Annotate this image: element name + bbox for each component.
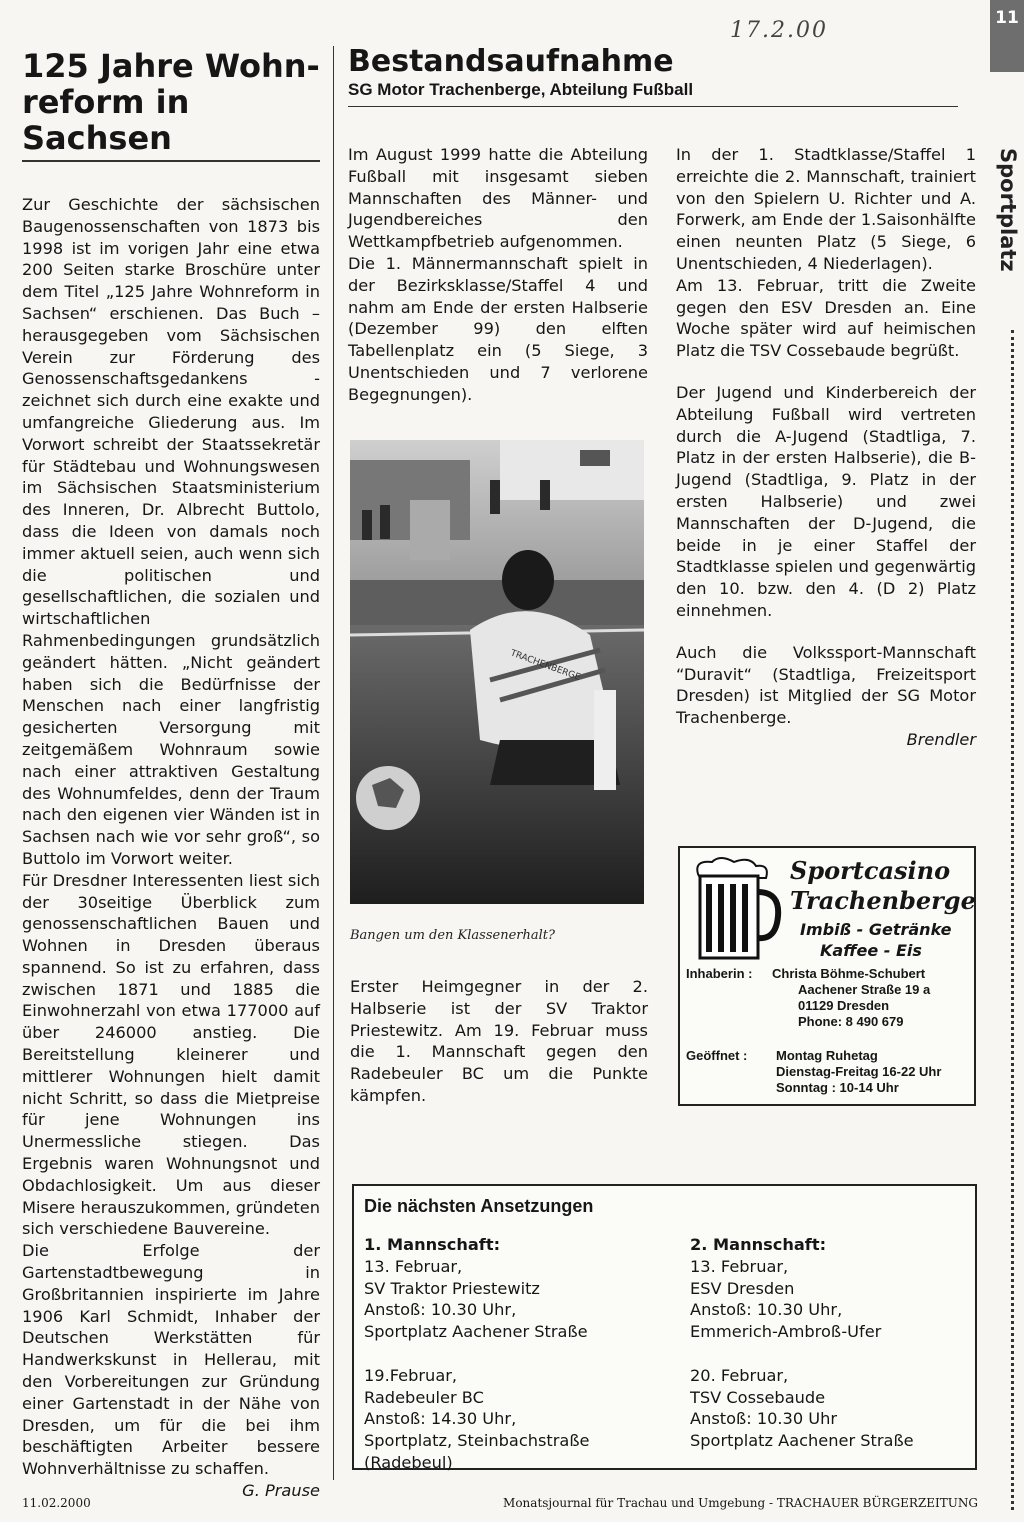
team2-match2-kickoff: Anstoß: 10.30 Uhr xyxy=(690,1409,838,1429)
team1-match1-venue: Sportplatz Aachener Straße xyxy=(364,1322,588,1342)
column-divider xyxy=(333,46,334,1480)
left-article-author: G. Prause xyxy=(242,1481,320,1501)
schedule-title: Die nächsten Ansetzungen xyxy=(364,1196,594,1216)
match-schedule-box xyxy=(352,1184,977,1470)
main-article-subtitle: SG Motor Trachenberge, Abteilung Fußball xyxy=(348,80,958,107)
team2-match1-kickoff: Anstoß: 10.30 Uhr, xyxy=(690,1300,843,1320)
ad-hours2: Dienstag-Freitag 16-22 Uhr xyxy=(776,1064,942,1079)
schedule-team1 xyxy=(364,1234,664,1474)
team1-heading: 1. Mannschaft: xyxy=(364,1235,501,1254)
ad-owner-label: Inhaberin : xyxy=(686,966,753,981)
left-paragraph: Für Dresdner Interessenten liest sich der 30seitige Überblick zum genossenschaftlichen Bauen und Wohnen in Dresden überaus spannend. So ist zu erfahren, dass zwischen 1871 und 1885 die Einwohnerzahl von etwa 177000 auf über 246000 anstieg. Die Bereitstellung kleinerer und mittlerer Wohnungen hielt damit nicht Schritt, so dass die Mietpreise für jene Wohnungen ins Unermessliche stiegen. Das Ergebnis waren Wohnungsnot und Obdachlosigkeit. Um aus dieser Misere herauszukommen, gründeten sich verschiedene Bauvereine. xyxy=(22,870,320,1239)
ad-phone: Phone: 8 490 679 xyxy=(798,1014,904,1029)
ad-owner-name: Christa Böhme-Schubert xyxy=(772,966,926,981)
handwritten-date: 17.2.00 xyxy=(730,18,828,43)
main-article-col2-continued: Erster Heimgegner in der 2. Halbserie ist der SV Traktor Priestewitz. Am 19. Februar muss die 1. Mannschaft gegen den Radebeuler BC um die Punkte kämpfen. xyxy=(350,977,648,1105)
ad-hours3: Sonntag : 10-14 Uhr xyxy=(776,1080,899,1095)
team2-match1-opponent: ESV Dresden xyxy=(690,1278,795,1298)
left-paragraph: Zur Geschichte der sächsischen Baugenossenschaften von 1873 bis 1998 ist im vorigen Jahr eine etwa 200 Seiten starke Broschüre unter dem Titel „125 Jahre Wohnreform in Sachsen“ erschienen. Das Buch – herausgegeben vom Sächsischen Verein zur Förderung des Genossenschaftsgedankens - zeichnet sich durch eine exakte und umfangreiche Gliederung aus. Im Vorwort schreibt der Staatssekretär für Städtebau und Wohnungswesen im Sächsischen Staatsministerium des Inneren, Dr. Albrecht Buttolo, dass die Ideen von damals noch immer aktuell seien, auch wenn sich die politischen und gesellschaftlichen, die sozialen und wirtschaftlichen Rahmenbedingungen grundsätzlich geändert hätten. „Nicht geändert haben sich die Bedürfnisse der Menschen nach einer langfristig gesicherten Versorgung mit zeitgemäßem Wohnraum sowie nach einer attraktiven Gestaltung des Wohnumfeldes, denn der Traum nach den eigenen vier Wänden ist in Sachsen nach wie vor sehr groß“, so Buttolo im Vorwort weiter. xyxy=(22,195,320,868)
footer-date: 11.02.2000 xyxy=(22,1496,91,1510)
col3-paragraph: Auch die Volkssport-Mannschaft “Duravit“ (Stadtliga, Freizeitsport Dresden) ist Mitglied der SG Motor Trachenberge. xyxy=(676,642,976,728)
col3-paragraph: In der 1. Stadtklasse/Staffel 1 erreichte die 2. Mannschaft, trainiert von den Spielern U. Richter und A. Forwerk, am Ende der 1.Saisonhälfte einen neunten Platz (5 Siege, 6 Unentschieden, 4 Niederlagen). xyxy=(676,145,976,273)
team2-match1-venue: Emmerich-Ambroß-Ufer xyxy=(690,1322,882,1342)
team1-match1-kickoff: Anstoß: 10.30 Uhr, xyxy=(364,1300,517,1320)
left-article-title: 125 Jahre Wohn- reform in Sachsen xyxy=(22,48,320,162)
team2-match2-opponent: TSV Cossebaude xyxy=(690,1387,826,1407)
section-label: Sportplatz xyxy=(996,148,1020,272)
ad-hours1: Montag Ruhetag xyxy=(776,1048,878,1063)
col2-paragraph: Im August 1999 hatte die Abteilung Fußball mit insgesamt sieben Mannschaften des Männer- und Jugendbereiches den Wettkampfbetrieb aufgenommen. xyxy=(348,145,648,252)
ad-name-line1: Sportcasino xyxy=(790,856,951,885)
sportcasino-advertisement xyxy=(678,846,976,1106)
team2-match1-date: 13. Februar, xyxy=(690,1256,789,1276)
team1-match2-kickoff: Anstoß: 14.30 Uhr, xyxy=(364,1409,517,1429)
team2-heading: 2. Mannschaft: xyxy=(690,1235,827,1254)
left-paragraph: Die Erfolge der Gartenstadtbewegung in Großbritannien inspirierte im Jahre 1906 Karl Schmidt, Inhaber der Deutschen Werkstätten für Handwerkskunst in Hellerau, mit den Vorbereitungen zur Gründung einer Gartenstadt in der Nähe von Dresden, um für die bei ihm beschäftigten Arbeiter bessere Wohnverhältnisse zu schaffen. xyxy=(22,1241,320,1479)
ad-name-line2: Trachenberge xyxy=(790,886,976,915)
col3-paragraph: Der Jugend und Kinderbereich der Abteilung Fußball wird vertreten durch die A-Jugend (Stadtliga, 7. Platz in der ersten Halbserie), die B-Jugend (Stadtliga, 9. Platz in der ersten Halbserie) und zwei Mannschaften der D-Jugend, die beide in je einer Staffel der Stadtklasse spielen und gegenwärtig den 10. bzw. den 4. (D 2) Platz einnehmen. xyxy=(676,382,976,620)
team1-match2-date: 19.Februar, xyxy=(364,1365,458,1385)
col3-paragraph: Am 13. Februar, tritt die Zweite gegen den ESV Dresden an. Eine Woche später wird auf heimischen Platz die TSV Cossebaude begrüßt. xyxy=(676,275,976,361)
shirt-lettering: TRACHENBERGE xyxy=(508,648,582,684)
football-player-photo xyxy=(350,440,644,904)
schedule-team2 xyxy=(690,1234,990,1452)
team2-match2-date: 20. Februar, xyxy=(690,1365,789,1385)
main-article-title: Bestandsaufnahme xyxy=(348,44,674,79)
ad-city: 01129 Dresden xyxy=(798,998,890,1013)
ad-hours-label: Geöffnet : xyxy=(686,1048,748,1063)
ad-street: Aachener Straße 19 a xyxy=(798,982,931,997)
dotted-rule xyxy=(1011,330,1014,1510)
team1-match1-date: 13. Februar, xyxy=(364,1256,463,1276)
team1-match2-venue-city: (Radebeul) xyxy=(364,1452,453,1472)
col2-paragraph: Die 1. Männermannschaft spielt in der Bezirksklasse/Staffel 4 und nahm am Ende der ersten Halbserie (Dezember 99) den elften Tabellenplatz ein (5 Siege, 3 Unentschieden und 7 verlorene Begegnungen). xyxy=(348,253,648,404)
left-article xyxy=(22,48,320,1502)
main-article-col3 xyxy=(676,144,976,751)
beer-mug-icon xyxy=(690,856,782,964)
footer-publication: Monatsjournal für Trachau und Umgebung - TRACHAUER BÜRGERZEITUNG xyxy=(503,1496,978,1510)
ad-tagline1: Imbiß - Getränke xyxy=(800,920,952,939)
main-article-author: Brendler xyxy=(906,729,976,749)
ad-tagline2: Kaffee - Eis xyxy=(820,941,922,960)
team1-match2-opponent: Radebeuler BC xyxy=(364,1387,484,1407)
left-article-body xyxy=(22,194,320,1502)
team1-match2-venue: Sportplatz, Steinbachstraße xyxy=(364,1431,590,1451)
photo-illustration xyxy=(350,440,644,904)
page-number: 11 xyxy=(990,0,1024,72)
main-article-col2 xyxy=(348,144,648,406)
photo-caption: Bangen um den Klassenerhalt? xyxy=(350,928,555,943)
team1-match1-opponent: SV Traktor Priestewitz xyxy=(364,1278,540,1298)
team2-match2-venue: Sportplatz Aachener Straße xyxy=(690,1431,914,1451)
